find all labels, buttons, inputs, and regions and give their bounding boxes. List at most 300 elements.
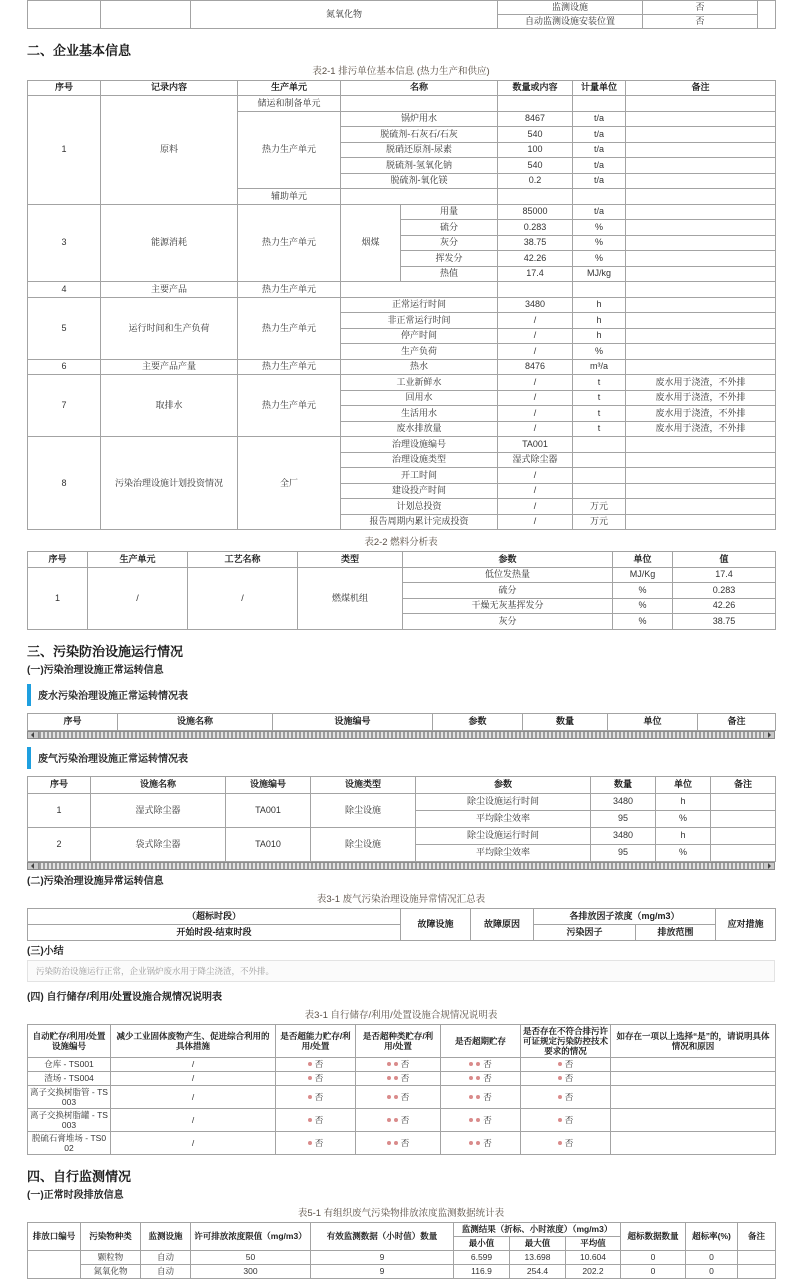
cell — [626, 359, 776, 375]
cell: 烟煤 — [341, 204, 401, 282]
red-dot-icon — [558, 1095, 562, 1099]
cell — [626, 297, 776, 313]
cell: 除尘设施 — [311, 793, 416, 827]
header-cell: 是否超种类贮存/利用/处置 — [356, 1024, 441, 1057]
cell: 工业新鲜水 — [341, 375, 498, 391]
header-cell: （超标时段） — [28, 908, 401, 924]
header-cell: 污染因子 — [534, 924, 636, 940]
cell: 取排水 — [101, 375, 238, 437]
table-row — [28, 1024, 776, 1057]
cell: 0.283 — [498, 220, 573, 236]
subsection-3-2: (二)污染治理设施异常运转信息 — [27, 875, 164, 887]
table-row — [28, 908, 776, 924]
cell — [711, 810, 776, 827]
cell: 计划总投资 — [341, 499, 498, 515]
table — [27, 908, 776, 941]
header-cell: 自动贮存/利用/处置设施编号 — [28, 1024, 111, 1057]
cell: 脱硫剂-氢氧化钠 — [341, 158, 498, 174]
cell: % — [613, 583, 673, 599]
cell: h — [656, 827, 711, 844]
cell: 停产时间 — [341, 328, 498, 344]
cell — [626, 437, 776, 453]
cell: 自动 — [141, 1250, 191, 1264]
cell: % — [613, 598, 673, 614]
scroll-left-button[interactable] — [27, 862, 39, 870]
cell: 湿式除尘器 — [498, 452, 573, 468]
cell: 17.4 — [498, 266, 573, 282]
cell — [611, 1085, 776, 1108]
cell: 燃煤机组 — [298, 567, 403, 629]
cell: 0.283 — [673, 583, 776, 599]
cell: 低位发热量 — [403, 567, 613, 583]
table-row — [28, 552, 776, 568]
horizontal-scrollbar[interactable] — [27, 731, 775, 739]
cell — [711, 793, 776, 810]
scroll-right-button[interactable] — [763, 731, 775, 739]
table — [27, 713, 776, 731]
table-row — [28, 282, 776, 298]
cell: 热值 — [401, 266, 498, 282]
header-cell: 故障原因 — [471, 908, 534, 940]
cell: 42.26 — [673, 598, 776, 614]
cell — [341, 189, 498, 205]
cell: TA001 — [498, 437, 573, 453]
subsection-3-1: (一)污染治理设施正常运转信息 — [27, 664, 164, 676]
cell: 除尘设施运行时间 — [416, 827, 591, 844]
cell: 否 — [521, 1071, 611, 1085]
cell: 9 — [311, 1250, 454, 1264]
cell: 5 — [28, 297, 101, 359]
table-caption-2-1: 表2-1 排污单位基本信息 (热力生产和供应) — [312, 65, 490, 77]
cell: 85000 — [498, 204, 573, 220]
header-cell: 开始时段-结束时段 — [28, 924, 401, 940]
cell: / — [498, 483, 573, 499]
cell: 热力生产单元 — [238, 297, 341, 359]
cell — [626, 127, 776, 143]
red-dot-icon — [387, 1062, 391, 1066]
cell: TA010 — [226, 827, 311, 861]
cell: 否 — [521, 1131, 611, 1154]
cell — [498, 189, 573, 205]
cell: 热力生产单元 — [238, 359, 341, 375]
cell: 生活用水 — [341, 406, 498, 422]
cell: 脱硫石膏堆场 - TS002 — [28, 1131, 111, 1154]
table — [27, 1222, 776, 1279]
cell — [626, 189, 776, 205]
header-cell: 应对措施 — [716, 908, 776, 940]
header-cell: 平均值 — [566, 1236, 621, 1250]
cell — [626, 328, 776, 344]
cell: 8 — [28, 437, 101, 530]
cell: 开工时间 — [341, 468, 498, 484]
red-dot-icon — [476, 1118, 480, 1122]
cell: h — [573, 328, 626, 344]
table-row — [28, 80, 776, 96]
cell: 否 — [276, 1085, 356, 1108]
cell — [626, 344, 776, 360]
cell — [626, 266, 776, 282]
cell — [498, 282, 573, 298]
table-row — [28, 1250, 776, 1264]
table-row — [28, 1085, 776, 1108]
table-row — [28, 567, 776, 583]
subsection-3-3: (三)小结 — [27, 945, 64, 957]
scroll-right-button[interactable] — [763, 862, 775, 870]
cell: 否 — [441, 1057, 521, 1071]
cell — [573, 282, 626, 298]
red-dot-icon — [469, 1076, 473, 1080]
red-dot-icon — [308, 1118, 312, 1122]
cell — [573, 189, 626, 205]
cell: 回用水 — [341, 390, 498, 406]
header-cell: 数量或内容 — [498, 80, 573, 96]
table-row — [28, 96, 776, 112]
header-cell: 参数 — [433, 713, 523, 730]
header-cell: 备注 — [711, 776, 776, 793]
cell: 否 — [276, 1131, 356, 1154]
cell: 7 — [28, 375, 101, 437]
cell: 湿式除尘器 — [91, 793, 226, 827]
cell: 生产负荷 — [341, 344, 498, 360]
red-dot-icon — [476, 1141, 480, 1145]
blue-accent-bar — [27, 684, 31, 706]
cell: MJ/kg — [573, 266, 626, 282]
section-title-2: 二、企业基本信息 — [27, 42, 132, 58]
cell: 氮氧化物 — [191, 1, 498, 29]
cell: 42.26 — [498, 251, 573, 267]
cell: 否 — [276, 1057, 356, 1071]
cell — [611, 1108, 776, 1131]
cell: 平均除尘效率 — [416, 844, 591, 861]
cell: 正常运行时间 — [341, 297, 498, 313]
cell: 116.9 — [454, 1264, 510, 1278]
cell: 95 — [591, 844, 656, 861]
cell: 主要产品产量 — [101, 359, 238, 375]
header-cell: 备注 — [698, 713, 776, 730]
cell: t/a — [573, 173, 626, 189]
cell — [28, 1, 101, 29]
cell: 3480 — [591, 827, 656, 844]
table-row — [28, 1222, 776, 1236]
horizontal-scrollbar[interactable] — [27, 862, 775, 870]
header-cell: 是否存在不符合排污许可证规定污染防控技术要求的情况 — [521, 1024, 611, 1057]
cell: 废水用于浇渣，不外排 — [626, 390, 776, 406]
cell: 300 — [191, 1264, 311, 1278]
cell: 热水 — [341, 359, 498, 375]
cell — [498, 96, 573, 112]
cell: 17.4 — [673, 567, 776, 583]
table-row — [28, 827, 776, 844]
cell: 否 — [441, 1108, 521, 1131]
cell: 8476 — [498, 359, 573, 375]
header-cell: 计量单位 — [573, 80, 626, 96]
header-cell: 数量 — [523, 713, 608, 730]
table-caption-3-1a: 表3-1 废气污染治理设施异常情况汇总表 — [316, 893, 486, 905]
cell: 否 — [441, 1071, 521, 1085]
header-cell: 单位 — [613, 552, 673, 568]
header-cell: 超标数据数量 — [621, 1222, 686, 1250]
cell: 0 — [621, 1250, 686, 1264]
cell — [573, 437, 626, 453]
header-cell: 单位 — [656, 776, 711, 793]
cell: 否 — [276, 1071, 356, 1085]
cell: 0 — [686, 1250, 738, 1264]
cell — [101, 1, 191, 29]
cell — [626, 142, 776, 158]
cell: 540 — [498, 127, 573, 143]
table-caption-2-2: 表2-2 燃料分析表 — [364, 537, 438, 549]
cell: 非正常运行时间 — [341, 313, 498, 329]
cell: 否 — [356, 1085, 441, 1108]
cell: / — [498, 328, 573, 344]
cell — [626, 313, 776, 329]
red-dot-icon — [558, 1062, 562, 1066]
cell: 除尘设施 — [311, 827, 416, 861]
cell: / — [498, 313, 573, 329]
cell — [626, 483, 776, 499]
cell: t — [573, 406, 626, 422]
header-cell: 监测结果（折标、小时浓度）（mg/m3） — [454, 1222, 621, 1236]
cell: 锅炉用水 — [341, 111, 498, 127]
red-dot-icon — [387, 1141, 391, 1145]
cell: 自动 — [141, 1264, 191, 1278]
cell: 平均除尘效率 — [416, 810, 591, 827]
cell: 否 — [521, 1085, 611, 1108]
cell: 废水用于浇渣，不外排 — [626, 421, 776, 437]
table — [27, 776, 776, 862]
cell: 离子交换树脂罐 - TS003 — [28, 1108, 111, 1131]
cell: % — [613, 614, 673, 630]
cell: 否 — [521, 1057, 611, 1071]
cell: / — [498, 514, 573, 530]
cell: / — [111, 1071, 276, 1085]
cell: % — [573, 344, 626, 360]
table-3-1-abnormal-summary — [27, 908, 775, 941]
cell: 运行时间和生产负荷 — [101, 297, 238, 359]
cell: 废水排放量 — [341, 421, 498, 437]
header-cell: 设施编号 — [273, 713, 433, 730]
scrollbar-track[interactable] — [39, 862, 763, 870]
cell: 100 — [498, 142, 573, 158]
header-cell: 减少工业固体废物产生、促进综合利用的具体措施 — [111, 1024, 276, 1057]
header-cell: 序号 — [28, 776, 91, 793]
header-cell: 监测设施 — [141, 1222, 191, 1250]
red-dot-icon — [558, 1141, 562, 1145]
cell: 废水用于浇渣，不外排 — [626, 375, 776, 391]
cell: 脱硫剂-氧化镁 — [341, 173, 498, 189]
cell: 全厂 — [238, 437, 341, 530]
cell: / — [498, 406, 573, 422]
cell — [611, 1131, 776, 1154]
header-cell: 污染物种类 — [81, 1222, 141, 1250]
red-dot-icon — [476, 1095, 480, 1099]
cell — [611, 1057, 776, 1071]
cell: 热力生产单元 — [238, 375, 341, 437]
cell: t — [573, 421, 626, 437]
section-title-4: 四、自行监测情况 — [27, 1168, 132, 1184]
cell — [626, 282, 776, 298]
table-row — [28, 1071, 776, 1085]
header-cell: 设施类型 — [311, 776, 416, 793]
red-dot-icon — [394, 1062, 398, 1066]
table-row — [28, 375, 776, 391]
red-dot-icon — [387, 1076, 391, 1080]
cell — [626, 158, 776, 174]
cell: 热力生产单元 — [238, 282, 341, 298]
red-dot-icon — [308, 1076, 312, 1080]
table — [27, 551, 776, 630]
red-dot-icon — [394, 1095, 398, 1099]
cell: 6.599 — [454, 1250, 510, 1264]
table-caption-5-1: 表5-1 有组织废气污染物排放浓度监测数据统计表 — [297, 1207, 505, 1219]
blue-accent-bar — [27, 747, 31, 769]
cell: 能源消耗 — [101, 204, 238, 282]
red-dot-icon — [394, 1141, 398, 1145]
cell: 主要产品 — [101, 282, 238, 298]
cell: % — [573, 251, 626, 267]
header-cell: 单位 — [608, 713, 698, 730]
wastegas-table-title-block — [27, 747, 775, 769]
header-cell: 是否超能力贮存/利用/处置 — [276, 1024, 356, 1057]
header-cell: 备注 — [626, 80, 776, 96]
header-cell: 设施编号 — [226, 776, 311, 793]
cell: 万元 — [573, 514, 626, 530]
cell: h — [656, 793, 711, 810]
cell: 辅助单元 — [238, 189, 341, 205]
cell: / — [498, 344, 573, 360]
cell: % — [656, 810, 711, 827]
cell: 2 — [28, 827, 91, 861]
header-cell: 序号 — [28, 80, 101, 96]
cell: t — [573, 390, 626, 406]
table — [27, 1024, 776, 1155]
cell: 原料 — [101, 96, 238, 205]
cell: 254.4 — [510, 1264, 566, 1278]
cell — [573, 96, 626, 112]
cell: 3 — [28, 204, 101, 282]
cell — [711, 844, 776, 861]
cell: 袋式除尘器 — [91, 827, 226, 861]
cell: 干燥无灰基挥发分 — [403, 598, 613, 614]
cell: 否 — [521, 1108, 611, 1131]
table-row — [28, 1131, 776, 1154]
header-cell: 许可排放浓度限值（mg/m3） — [191, 1222, 311, 1250]
table-row — [28, 793, 776, 810]
header-cell: 设施名称 — [91, 776, 226, 793]
cell: t/a — [573, 142, 626, 158]
wastewater-table-title-block — [27, 684, 775, 706]
cell: 38.75 — [673, 614, 776, 630]
cell: % — [656, 844, 711, 861]
header-cell: 生产单元 — [238, 80, 341, 96]
cell: 储运和制备单元 — [238, 96, 341, 112]
cell: 否 — [441, 1085, 521, 1108]
header-cell: 备注 — [738, 1222, 776, 1250]
table-emission-outlet-continued — [27, 0, 775, 29]
scrollbar-track[interactable] — [39, 731, 763, 739]
cell: 污染治理设施计划投资情况 — [101, 437, 238, 530]
cell: m³/a — [573, 359, 626, 375]
header-cell: 名称 — [341, 80, 498, 96]
cell: 否 — [356, 1108, 441, 1131]
header-cell: 参数 — [403, 552, 613, 568]
cell: 热力生产单元 — [238, 111, 341, 189]
wastegas-table-title: 废气污染治理设施正常运转情况表 — [38, 754, 188, 766]
red-dot-icon — [387, 1118, 391, 1122]
cell: 50 — [191, 1250, 311, 1264]
cell: 10.604 — [566, 1250, 621, 1264]
cell: h — [573, 297, 626, 313]
table-3-1-storage-compliance — [27, 1024, 775, 1155]
header-cell: 超标率(%) — [686, 1222, 738, 1250]
subsection-4-1: (一)正常时段排放信息 — [27, 1189, 124, 1201]
header-cell: 各排放因子浓度（mg/m3） — [534, 908, 716, 924]
cell — [626, 111, 776, 127]
cell — [738, 1250, 776, 1264]
cell — [28, 1250, 81, 1278]
cell — [626, 204, 776, 220]
table-row — [28, 1264, 776, 1278]
cell: 否 — [643, 1, 758, 15]
cell — [341, 96, 498, 112]
cell — [341, 282, 498, 298]
cell — [626, 235, 776, 251]
cell: 0 — [621, 1264, 686, 1278]
cell — [626, 96, 776, 112]
table — [27, 0, 776, 29]
header-cell: 参数 — [416, 776, 591, 793]
cell — [711, 827, 776, 844]
cell: 否 — [356, 1131, 441, 1154]
scroll-left-button[interactable] — [27, 731, 39, 739]
cell: / — [498, 421, 573, 437]
table-row — [28, 1108, 776, 1131]
cell: / — [88, 567, 188, 629]
cell: 95 — [591, 810, 656, 827]
table-wastewater-treatment — [27, 713, 775, 731]
header-cell: 工艺名称 — [188, 552, 298, 568]
header-cell: 如存在一项以上选择“是”的，请说明具体情况和原因 — [611, 1024, 776, 1057]
cell: 氮氧化物 — [81, 1264, 141, 1278]
cell: / — [188, 567, 298, 629]
cell: 热力生产单元 — [238, 204, 341, 282]
cell — [626, 499, 776, 515]
wastewater-table-title: 废水污染治理设施正常运转情况表 — [38, 691, 188, 703]
cell: 否 — [276, 1108, 356, 1131]
cell: 离子交换树脂管 - TS003 — [28, 1085, 111, 1108]
header-cell: 排放口编号 — [28, 1222, 81, 1250]
cell: 否 — [356, 1071, 441, 1085]
cell: 硫分 — [401, 220, 498, 236]
table-row — [28, 359, 776, 375]
cell: 治理设施类型 — [341, 452, 498, 468]
subsection-3-4: (四) 自行储存/利用/处置设施合规情况说明表 — [27, 991, 222, 1003]
cell: 13.698 — [510, 1250, 566, 1264]
cell: 除尘设施运行时间 — [416, 793, 591, 810]
cell: 硫分 — [403, 583, 613, 599]
cell: 灰分 — [401, 235, 498, 251]
cell: MJ/Kg — [613, 567, 673, 583]
cell: 自动监测设施安装位置 — [498, 14, 643, 28]
red-dot-icon — [476, 1062, 480, 1066]
header-cell: 值 — [673, 552, 776, 568]
cell: / — [111, 1085, 276, 1108]
cell: 3480 — [591, 793, 656, 810]
red-dot-icon — [394, 1076, 398, 1080]
cell — [626, 514, 776, 530]
header-cell: 序号 — [28, 713, 118, 730]
table-row — [28, 1, 776, 15]
